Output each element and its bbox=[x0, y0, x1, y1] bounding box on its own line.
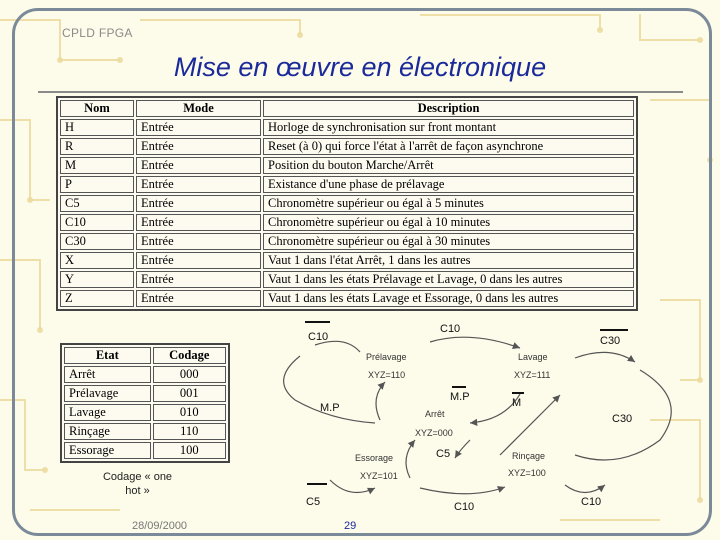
transition-arc bbox=[376, 382, 385, 420]
signal-name: P bbox=[60, 176, 134, 193]
signal-name: Y bbox=[60, 271, 134, 288]
transition-c5-label: C5 bbox=[306, 496, 321, 508]
transition-arc bbox=[284, 356, 300, 400]
transition-c30-label: C30 bbox=[600, 335, 621, 347]
signal-name: X bbox=[60, 252, 134, 269]
column-header-code: Codage bbox=[153, 347, 226, 364]
transition-mp-label: M.P bbox=[450, 391, 470, 403]
state-name: Rinçage bbox=[64, 423, 151, 440]
encoding-note-line-2: hot » bbox=[125, 485, 150, 497]
transition-arc bbox=[406, 440, 415, 478]
encoding-note-line-1: Codage « one bbox=[102, 471, 173, 483]
transition-arc bbox=[575, 352, 635, 362]
signal-description: Reset (à 0) qui force l'état à l'arrêt de façon asynchrone bbox=[263, 138, 634, 155]
state-essorage-output: XYZ=101 bbox=[360, 471, 398, 481]
signal-name: M bbox=[60, 157, 134, 174]
signal-description: Vaut 1 dans les états Lavage et Essorage, 0 dans les autres bbox=[263, 290, 634, 307]
transition-c5-label: C5 bbox=[436, 448, 451, 460]
signal-name: R bbox=[60, 138, 134, 155]
transition-c30-label: C30 bbox=[612, 413, 633, 425]
state-rincage-label: Rinçage bbox=[512, 451, 546, 461]
signal-mode: Entrée bbox=[136, 271, 261, 288]
transition-arc bbox=[430, 337, 520, 348]
signal-description: Vaut 1 dans l'état Arrêt, 1 dans les autres bbox=[263, 252, 634, 269]
state-code: 001 bbox=[153, 385, 226, 402]
signal-mode: Entrée bbox=[136, 119, 261, 136]
signal-mode: Entrée bbox=[136, 214, 261, 231]
transition-arc bbox=[455, 440, 470, 458]
transition-c10-label: C10 bbox=[581, 496, 602, 508]
signal-description: Existance d'une phase de prélavage bbox=[263, 176, 634, 193]
column-header-mode: Mode bbox=[136, 100, 261, 117]
signal-description: Vaut 1 dans les états Prélavage et Lavage, 0 dans les autres bbox=[263, 271, 634, 288]
signal-name: C5 bbox=[60, 195, 134, 212]
transition-arc bbox=[330, 480, 375, 493]
transition-c10-label: C10 bbox=[454, 501, 475, 513]
transition-arc bbox=[565, 485, 605, 493]
column-header-state: Etat bbox=[64, 347, 151, 364]
signal-mode: Entrée bbox=[136, 195, 261, 212]
signal-description: Position du bouton Marche/Arrêt bbox=[263, 157, 634, 174]
page-number: 29 bbox=[344, 520, 357, 532]
signal-description: Chronomètre supérieur ou égal à 10 minutes bbox=[263, 214, 634, 231]
state-lavage-output: XYZ=111 bbox=[514, 370, 551, 380]
state-name: Prélavage bbox=[64, 385, 151, 402]
state-code: 100 bbox=[153, 442, 226, 459]
signal-name: H bbox=[60, 119, 134, 136]
transition-m-label: M bbox=[512, 397, 522, 409]
transition-arc bbox=[420, 487, 505, 494]
transition-arc bbox=[500, 395, 560, 455]
signal-name: C10 bbox=[60, 214, 134, 231]
transition-mp-label: M.P bbox=[320, 402, 340, 414]
state-name: Essorage bbox=[64, 442, 151, 459]
state-prelavage-label: Prélavage bbox=[366, 352, 407, 362]
column-header-description: Description bbox=[263, 100, 634, 117]
state-name: Arrêt bbox=[64, 366, 151, 383]
state-code: 010 bbox=[153, 404, 226, 421]
signal-mode: Entrée bbox=[136, 157, 261, 174]
column-header-name: Nom bbox=[60, 100, 134, 117]
signal-name: C30 bbox=[60, 233, 134, 250]
state-name: Lavage bbox=[64, 404, 151, 421]
signal-mode: Entrée bbox=[136, 233, 261, 250]
signal-description: Chronomètre supérieur ou égal à 30 minutes bbox=[263, 233, 634, 250]
state-essorage-label: Essorage bbox=[355, 453, 394, 463]
signal-description: Horloge de synchronisation sur front montant bbox=[263, 119, 634, 136]
state-arret-label: Arrêt bbox=[425, 409, 445, 419]
slide-title: Mise en œuvre en électronique bbox=[173, 52, 547, 82]
footer-date: 28/09/2000 bbox=[132, 520, 188, 532]
signal-mode: Entrée bbox=[136, 290, 261, 307]
state-code: 000 bbox=[153, 366, 226, 383]
state-lavage-label: Lavage bbox=[518, 352, 548, 362]
transition-c10-label: C10 bbox=[440, 323, 461, 335]
signal-mode: Entrée bbox=[136, 252, 261, 269]
signal-mode: Entrée bbox=[136, 138, 261, 155]
state-code: 110 bbox=[153, 423, 226, 440]
signal-description: Chronomètre supérieur ou égal à 5 minutes bbox=[263, 195, 634, 212]
state-arret-output: XYZ=000 bbox=[415, 428, 453, 438]
state-prelavage-output: XYZ=110 bbox=[368, 370, 406, 380]
transition-c10-label: C10 bbox=[308, 331, 329, 343]
state-rincage-output: XYZ=100 bbox=[508, 468, 546, 478]
signal-name: Z bbox=[60, 290, 134, 307]
header-label: CPLD FPGA bbox=[62, 26, 133, 40]
signal-mode: Entrée bbox=[136, 176, 261, 193]
